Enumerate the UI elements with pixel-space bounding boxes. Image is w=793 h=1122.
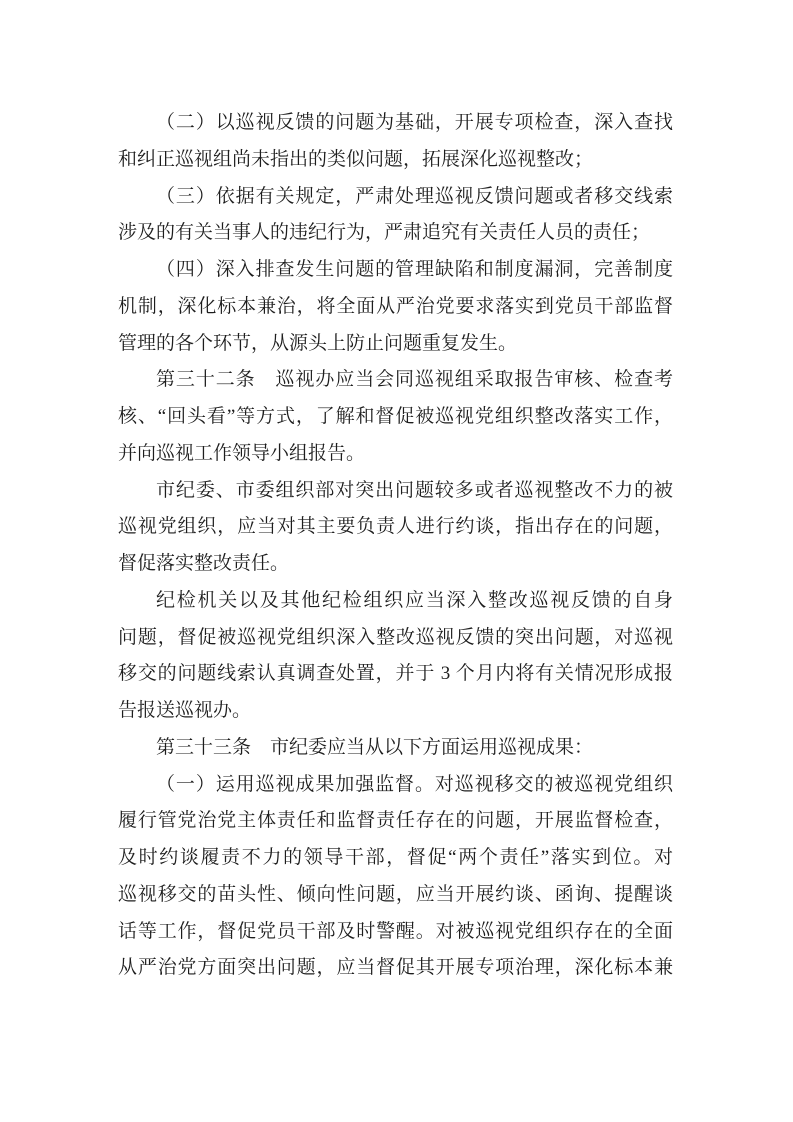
text-line: （三）依据有关规定，严肃处理巡视反馈问题或者移交线索: [156, 185, 673, 207]
text-line: 核、“回头看”等方式，了解和督促被巡视党组织整改落实工作，: [118, 406, 673, 427]
text-line: 和纠正巡视组尚未指出的类似问题，拓展深化巡视整改；: [118, 148, 594, 170]
text-line: 及时约谈履责不力的领导干部，督促“两个责任”落实到位。对: [118, 847, 673, 868]
text-line: 履行管党治党主体责任和监督责任存在的问题，开展监督检查，: [118, 810, 673, 832]
text-line: （一）运用巡视成果加强监督。对巡视移交的被巡视党组织: [156, 773, 673, 795]
text-line: 督促落实整改责任。: [118, 553, 290, 574]
text-line: 市纪委、市委组织部对突出问题较多或者巡视整改不力的被: [156, 479, 673, 501]
text-line: 话等工作，督促党员干部及时警醒。对被巡视党组织存在的全面: [118, 920, 673, 942]
text-line: （四）深入排查发生问题的管理缺陷和制度漏洞，完善制度: [156, 259, 673, 280]
text-line: 第三十三条 市纪委应当从以下方面运用巡视成果：: [156, 736, 594, 758]
text-line: 巡视党组织，应当对其主要负责人进行约谈，指出存在的问题，: [118, 516, 673, 538]
text-line: 巡视移交的苗头性、倾向性问题，应当开展约谈、函询、提醒谈: [118, 883, 673, 905]
text-line: 涉及的有关当事人的违纪行为，严肃追究有关责任人员的责任；: [118, 222, 651, 244]
document-body: [118, 105, 673, 987]
text-line: 并向巡视工作领导小组报告。: [118, 442, 366, 464]
text-line: 纪检机关以及其他纪检组织应当深入整改巡视反馈的自身: [156, 589, 673, 611]
text-line: 问题，督促被巡视党组织深入整改巡视反馈的突出问题，对巡视: [118, 626, 673, 648]
text-line: 告报送巡视办。: [118, 700, 252, 721]
text-line: 移交的问题线索认真调查处置，并于 3 个月内将有关情况形成报: [118, 663, 673, 685]
text-line: 从严治党方面突出问题，应当督促其开展专项治理，深化标本兼: [118, 957, 673, 979]
text-line: 第三十二条 巡视办应当会同巡视组采取报告审核、检查考: [156, 369, 673, 391]
text-line: 机制，深化标本兼治，将全面从严治党要求落实到党员干部监督: [118, 295, 673, 317]
text-line: 管理的各个环节，从源头上防止问题重复发生。: [118, 332, 518, 354]
text-line: （二）以巡视反馈的问题为基础，开展专项检查，深入查找: [156, 112, 673, 133]
